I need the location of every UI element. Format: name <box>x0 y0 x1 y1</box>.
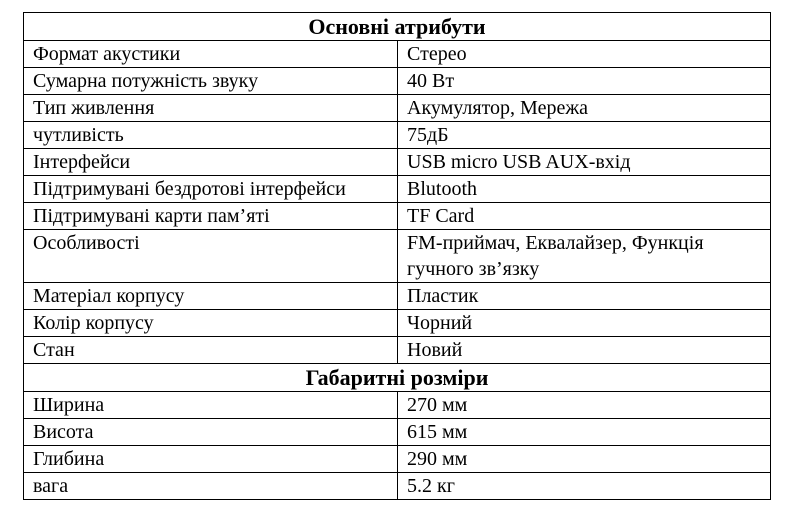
table-row <box>24 176 771 203</box>
attribute-value: 270 мм <box>398 392 771 419</box>
attribute-label: Сумарна потужність звуку <box>24 68 398 95</box>
attribute-label: Стан <box>24 337 398 364</box>
table-row <box>24 203 771 230</box>
attribute-value: Чорний <box>398 310 771 337</box>
attribute-label: Висота <box>24 419 398 446</box>
attribute-value: Пластик <box>398 283 771 310</box>
section-title-dimensions: Габаритні розміри <box>24 364 771 392</box>
table-row <box>24 122 771 149</box>
attribute-label: чутливість <box>24 122 398 149</box>
spec-table <box>23 12 771 500</box>
attribute-value: Акумулятор, Мережа <box>398 95 771 122</box>
attribute-value: 40 Вт <box>398 68 771 95</box>
section-header-row <box>24 13 771 41</box>
attribute-label: вага <box>24 473 398 500</box>
attribute-value: 5.2 кг <box>398 473 771 500</box>
table-row <box>24 392 771 419</box>
attribute-label: Тип живлення <box>24 95 398 122</box>
table-row <box>24 230 771 283</box>
attribute-value: TF Card <box>398 203 771 230</box>
attribute-label: Особливості <box>24 230 398 283</box>
attribute-label: Підтримувані бездротові інтерфейси <box>24 176 398 203</box>
attribute-label: Інтерфейси <box>24 149 398 176</box>
attribute-label: Глибина <box>24 446 398 473</box>
attribute-value: 615 мм <box>398 419 771 446</box>
attribute-label: Формат акустики <box>24 41 398 68</box>
section-title-main-attributes: Основні атрибути <box>24 13 771 41</box>
attribute-label: Колір корпусу <box>24 310 398 337</box>
attribute-value: Blutooth <box>398 176 771 203</box>
table-row <box>24 473 771 500</box>
attribute-label: Матеріал корпусу <box>24 283 398 310</box>
table-row <box>24 68 771 95</box>
table-row <box>24 283 771 310</box>
table-row <box>24 419 771 446</box>
attribute-value: Стерео <box>398 41 771 68</box>
table-row <box>24 337 771 364</box>
table-row <box>24 149 771 176</box>
attribute-value: FM-приймач, Еквалайзер, Функція гучного зв’язку <box>398 230 771 283</box>
attribute-value: 75дБ <box>398 122 771 149</box>
attribute-value: 290 мм <box>398 446 771 473</box>
attribute-label: Ширина <box>24 392 398 419</box>
table-row <box>24 446 771 473</box>
attribute-value: USB micro USB AUX-вхід <box>398 149 771 176</box>
attribute-value: Новий <box>398 337 771 364</box>
table-row <box>24 41 771 68</box>
attribute-label: Підтримувані карти пам’яті <box>24 203 398 230</box>
table-row <box>24 310 771 337</box>
table-row <box>24 95 771 122</box>
section-header-row <box>24 364 771 392</box>
